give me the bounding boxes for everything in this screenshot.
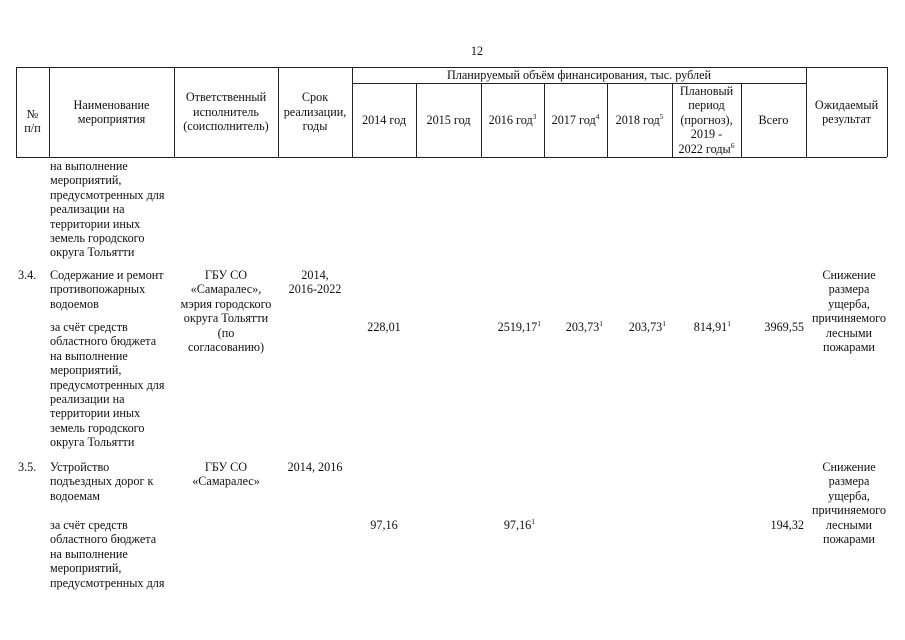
row-funding-source: за счёт средств областного бюджета на выполнение мероприятий, предусмотренных для: [50, 518, 165, 590]
continued-funding-text: на выполнение мероприятий, предусмотренных для реализации на территории иных земель городского округа Тольятти: [50, 159, 165, 260]
value-planned: 814,91$^1$: [693, 319, 731, 334]
page-number: 12: [470, 44, 484, 58]
value-2017: 203,73$^1$: [565, 319, 603, 334]
header-year-2017: 2017 год$^4$: [551, 111, 600, 127]
header-year-2016: 2016 год$^3$: [488, 111, 537, 127]
row-responsible: ГБУ СО «Самаралес»: [192, 460, 260, 489]
header-result: Ожидаемый результат: [814, 97, 879, 126]
value-total: 3969,55: [764, 320, 804, 334]
value-2016: 97,16$^1$: [503, 517, 535, 532]
header-year-2014: 2014 год: [361, 112, 407, 127]
header-funding-group: Планируемый объём финансирования, тыс. рублей: [446, 67, 712, 82]
header-year-2018: 2018 год$^5$: [615, 111, 664, 127]
header-planned-period: Плановый период (прогноз), 2019 - 2022 годы$^6$: [678, 83, 735, 156]
value-2014: 228,01: [367, 320, 401, 334]
row-term: 2014, 2016: [287, 460, 343, 474]
header-term: Срок реализации, годы: [283, 90, 347, 134]
row-title: Содержание и ремонт противопожарных водоемов: [50, 268, 164, 311]
header-responsible: Ответственный исполнитель (соисполнитель): [183, 90, 269, 134]
header-year-2015: 2015 год: [426, 112, 471, 127]
value-2018: 203,73$^1$: [628, 319, 666, 334]
value-total: 194,32: [770, 518, 804, 532]
row-term: 2014, 2016-2022: [288, 268, 342, 297]
row-expected-result: Снижение размера ущерба, причиняемого лесными пожарами: [812, 460, 886, 547]
row-funding-source: за счёт средств областного бюджета на выполнение мероприятий, предусмотренных для реализации на территории иных земель городского округа Тольятти: [50, 320, 165, 450]
value-2014: 97,16: [370, 518, 398, 532]
value-2016: 2519,17$^1$: [497, 319, 541, 334]
header-name: Наименование мероприятия: [73, 97, 150, 126]
row-number: 3.5.: [18, 460, 37, 474]
row-expected-result: Снижение размера ущерба, причиняемого лесными пожарами: [812, 268, 886, 355]
header-num: № п/п: [24, 106, 41, 135]
row-number: 3.4.: [18, 268, 37, 282]
row-title: Устройство подъездных дорог к водоемам: [50, 460, 154, 503]
header-total: Всего: [758, 112, 789, 127]
row-responsible: ГБУ СО «Самаралес», мэрия городского округа Тольятти (по согласованию): [180, 268, 272, 355]
